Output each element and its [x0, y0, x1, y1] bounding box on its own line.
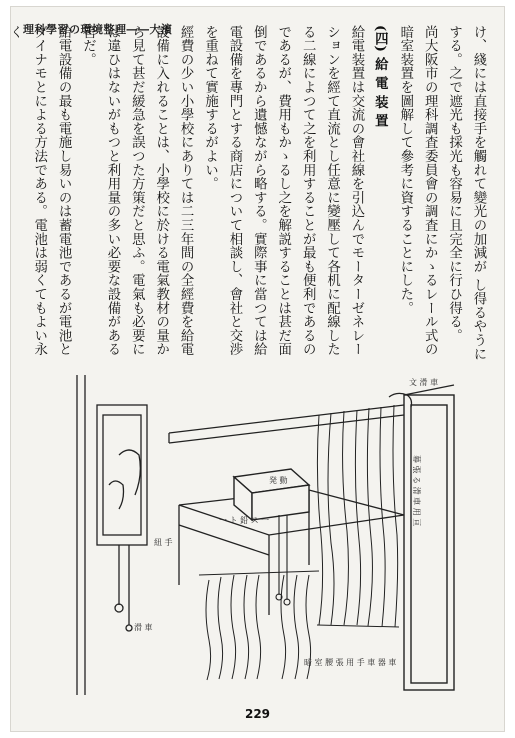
window-frame	[404, 385, 454, 690]
ceiling-rail	[169, 393, 412, 443]
label-bottom-mid: 暗 室 腰 張 用 手 車 器 車	[304, 658, 397, 667]
label-top-right: 文 滑 車	[409, 378, 439, 387]
section-heading: (四) 給 電 装 置	[372, 25, 389, 128]
paragraph-5: 給電設備の最も電施し易いのは蓄電池であるが電池とダイナモとによる方法である。電池は弱くてもよい永く	[7, 25, 72, 357]
box-label: 発 動	[269, 476, 288, 485]
paragraph-3: 給電装置は交流の會社線を引込んでモーターゼネレーションを經て直流とし任意に變壓して各机に配線したる二線によつて之を利用することが最も便利であるのであるが、費用もかゝるし之を解説することは甚だ面倒であるから遺憾ながら略する。實際事に當つては給電設備を專門とする商店について相談し、會社と交渉を重ねて實施するがよい。	[202, 25, 364, 357]
darkroom-illustration	[59, 365, 459, 695]
label-left-low: 滑 車	[134, 623, 153, 632]
vertical-text-block	[7, 25, 490, 365]
label-mid-center: 一 ト 鉛 ス 一	[219, 516, 270, 525]
label-right: 幕 張 る 滑 車 用 亘	[412, 455, 421, 527]
paragraph-2: 尚大阪市の理科調査委員會の調査にかゝるレール式の暗室装置を圖解して參考に資することにした。	[397, 25, 438, 357]
page-number: 229	[244, 707, 271, 721]
label-left-mid: 紐 手	[154, 538, 173, 547]
running-header: 理科學習の環境整理――大濱	[23, 23, 173, 36]
document-page	[7, 6, 505, 732]
curtain-right	[317, 405, 399, 627]
pulley-cords	[276, 515, 290, 605]
left-post	[77, 375, 147, 695]
paragraph-1: け、綫には直接手を觸れて變光の加減が し得るやうにする。之で遮光も採光も容易に且完全に行ひ得る。	[446, 25, 486, 361]
paragraph-4: 經費の少い小學校にありては二三年間の全經費を給電設備に入れることは、小學校に於ける電氣教材の量から見て甚だ緩急を誤つた方策だと思ふ。電氣も必要には違ひはないがもつと利用量の多い必要な設備がある筈だ。	[80, 25, 194, 357]
curtain-left	[199, 571, 319, 680]
